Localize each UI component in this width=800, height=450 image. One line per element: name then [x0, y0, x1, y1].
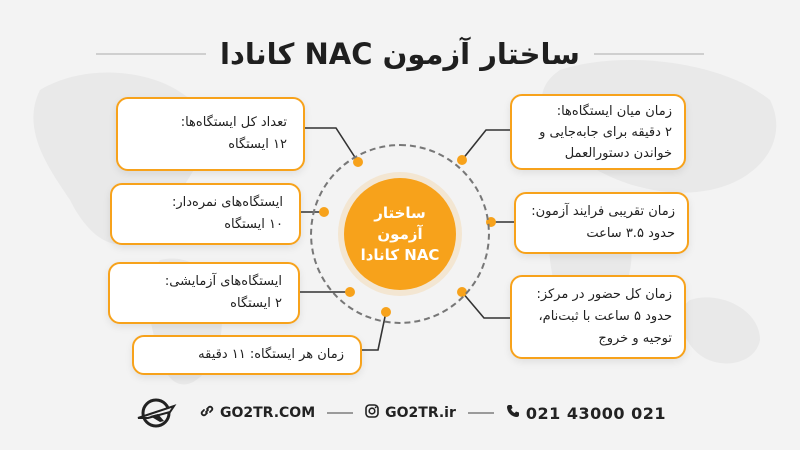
center-line-1: ساختار [374, 203, 426, 222]
footer-separator [468, 412, 494, 414]
title-divider-left [96, 53, 206, 55]
phone-text: 021 43000 021 [525, 403, 666, 423]
box-pilot-stations [108, 262, 300, 324]
box-total-stations [116, 97, 305, 171]
phone-icon [506, 404, 520, 422]
box-value: خواندن دستورالعمل [564, 145, 672, 161]
box-scored-stations [110, 183, 301, 245]
box-value: ۲ دقیقه برای جابه‌جایی و [539, 124, 672, 140]
phone-link[interactable] [506, 404, 666, 423]
box-label: زمان میان ایستگاه‌ها: [556, 103, 672, 119]
box-approx-time [514, 192, 689, 254]
connector-dot [457, 155, 467, 165]
airplane-logo-icon [134, 398, 178, 428]
box-value: ۲ ایستگاه [230, 296, 282, 311]
page-title: ساختار آزمون NAC کانادا [220, 37, 580, 71]
box-total-presence [510, 275, 686, 359]
box-value: ۱۰ ایستگاه [224, 217, 283, 232]
box-label: زمان هر ایستگاه: ۱۱ دقیقه [198, 347, 344, 362]
instagram-icon [365, 404, 379, 422]
center-line-2: آزمون [377, 224, 423, 243]
center-line-3: NAC کانادا [360, 245, 440, 264]
box-value: ۱۲ ایستگاه [228, 137, 287, 152]
box-label: زمان تقریبی فرایند آزمون: [531, 204, 675, 219]
footer-separator [327, 412, 353, 414]
box-label: زمان کل حضور در مرکز: [536, 287, 672, 302]
instagram-link[interactable] [365, 404, 456, 422]
website-text: GO2TR.COM [219, 405, 316, 421]
box-label: ایستگاه‌های نمره‌دار: [171, 195, 283, 210]
center-circle [344, 178, 456, 290]
title-divider-right [594, 53, 704, 55]
title-bar [0, 34, 800, 74]
box-station-time [132, 335, 362, 375]
box-value: توجیه و خروج [598, 331, 672, 346]
box-label: تعداد کل ایستگاه‌ها: [180, 115, 287, 130]
box-value: حدود ۵ ساعت با ثبت‌نام، [538, 309, 672, 324]
box-between-time [510, 94, 686, 170]
footer [0, 396, 800, 430]
instagram-text: GO2TR.ir [385, 405, 456, 421]
link-icon [200, 404, 214, 422]
website-link[interactable] [200, 404, 315, 422]
box-label: ایستگاه‌های آزمایشی: [164, 274, 282, 289]
box-value: حدود ۳.۵ ساعت [586, 226, 675, 241]
